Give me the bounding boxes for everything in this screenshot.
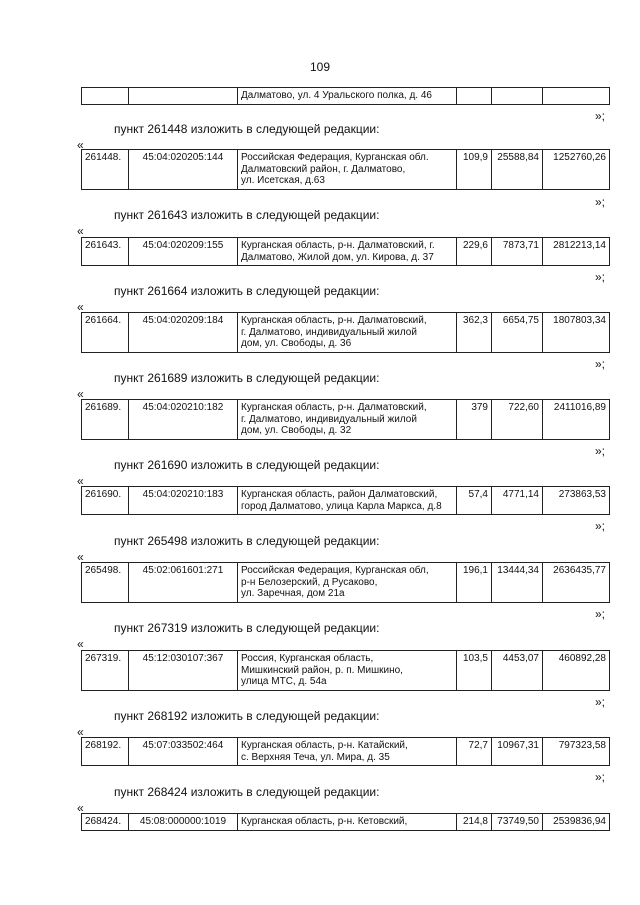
table-row (81, 813, 610, 831)
closing-quote: »; (595, 770, 606, 784)
cell-value: 7873,71 (492, 238, 543, 266)
table-row (81, 312, 610, 353)
cell-cadastral: 45:07:033502:464 (129, 738, 238, 766)
cell-cadastral: 45:04:020210:182 (129, 400, 238, 440)
cell-sum: 797323,58 (543, 738, 610, 766)
section-heading: пункт 261448 изложить в следующей редакции: (114, 122, 380, 136)
address-line: Курганская область, р-н. Далматовский, г. (241, 240, 435, 251)
cell-sum: 460892,28 (543, 651, 610, 691)
cell-area (457, 88, 492, 105)
cell-sum (543, 88, 610, 105)
cell-number: 261689. (82, 400, 129, 440)
cell-sum: 1807803,34 (543, 313, 610, 353)
cell-value: 6654,75 (492, 313, 543, 353)
cell-sum: 1252760,26 (543, 150, 610, 190)
cell-value: 4453,07 (492, 651, 543, 691)
table-row (81, 562, 610, 603)
cell-address (238, 88, 457, 105)
closing-quote: »; (595, 109, 606, 123)
cell-cadastral: 45:04:020209:155 (129, 238, 238, 266)
cell-value (492, 88, 543, 105)
address-line: Курганская область, р-н. Далматовский, (241, 315, 427, 326)
section-heading: пункт 261690 изложить в следующей редакции: (114, 458, 380, 472)
cell-cadastral: 45:12:030107:367 (129, 651, 238, 691)
cell-number: 261448. (82, 150, 129, 190)
opening-quote: « (77, 474, 84, 488)
cell-value: 4771,14 (492, 487, 543, 515)
cell-area: 196,1 (457, 563, 492, 603)
cell-number: 267319. (82, 651, 129, 691)
cell-area: 229,6 (457, 238, 492, 266)
cell-cadastral (129, 88, 238, 105)
cell-area: 72,7 (457, 738, 492, 766)
closing-quote: »; (595, 270, 606, 284)
opening-quote: « (77, 801, 84, 815)
cell-area: 109,9 (457, 150, 492, 190)
cell-area: 379 (457, 400, 492, 440)
address-line: Далматово, ул. 4 Уральского полка, д. 46 (241, 90, 432, 101)
section-heading: пункт 261689 изложить в следующей редакции: (114, 371, 380, 385)
table-row (81, 650, 610, 691)
cell-sum: 2411016,89 (543, 400, 610, 440)
cell-number: 261690. (82, 487, 129, 515)
cell-area: 362,3 (457, 313, 492, 353)
table-row (81, 737, 610, 766)
cell-number (82, 88, 129, 105)
cell-number: 265498. (82, 563, 129, 603)
address-line: Курганская область, р-н. Кетовский, (241, 816, 408, 827)
section-heading: пункт 267319 изложить в следующей редакции: (114, 621, 380, 635)
cell-address (238, 400, 457, 440)
address-line: Далматовский район, г. Далматово, (241, 163, 406, 175)
cell-address (238, 487, 457, 515)
section-heading: пункт 261664 изложить в следующей редакции: (114, 284, 380, 298)
address-line: Российская Федерация, Курганская обл. (241, 152, 429, 163)
cell-value: 73749,50 (492, 814, 543, 831)
cell-address (238, 238, 457, 266)
cell-value: 10967,31 (492, 738, 543, 766)
cell-sum: 2539836,94 (543, 814, 610, 831)
address-line: Россия, Курганская область, (241, 653, 374, 664)
closing-quote: »; (595, 607, 606, 621)
section-heading: пункт 268192 изложить в следующей редакции: (114, 709, 380, 723)
cell-sum: 2636435,77 (543, 563, 610, 603)
cell-area: 57,4 (457, 487, 492, 515)
closing-quote: »; (595, 695, 606, 709)
table-row (81, 237, 610, 266)
cell-cadastral: 45:04:020205:144 (129, 150, 238, 190)
address-line: Курганская область, р-н. Катайский, (241, 740, 408, 751)
cell-sum: 2812213,14 (543, 238, 610, 266)
opening-quote: « (77, 637, 84, 651)
cell-address (238, 738, 457, 766)
cell-cadastral: 45:04:020209:184 (129, 313, 238, 353)
address-line: г. Далматово, индивидуальный жилой (241, 413, 417, 425)
address-line: г. Далматово, индивидуальный жилой (241, 326, 417, 338)
closing-quote: »; (595, 519, 606, 533)
cell-number: 268424. (82, 814, 129, 831)
address-line: дом, ул. Свободы, д. 36 (241, 338, 352, 349)
cell-address (238, 651, 457, 691)
table-row-fragment (81, 87, 610, 105)
closing-quote: »; (595, 195, 606, 209)
cell-value: 13444,34 (492, 563, 543, 603)
section-heading: пункт 265498 изложить в следующей редакции: (114, 534, 380, 548)
address-line: ул. Заречная, дом 21а (241, 588, 345, 599)
address-line: Далматово, Жилой дом, ул. Кирова, д. 37 (241, 251, 434, 263)
opening-quote: « (77, 138, 84, 152)
cell-area: 103,5 (457, 651, 492, 691)
table-row (81, 149, 610, 190)
section-heading: пункт 261643 изложить в следующей редакции: (114, 208, 380, 222)
cell-address (238, 814, 457, 831)
address-line: дом, ул. Свободы, д. 32 (241, 425, 352, 436)
cell-address (238, 150, 457, 190)
opening-quote: « (77, 300, 84, 314)
closing-quote: »; (595, 357, 606, 371)
page-number: 109 (309, 60, 331, 74)
cell-value: 25588,84 (492, 150, 543, 190)
cell-cadastral: 45:08:000000:1019 (129, 814, 238, 831)
cell-cadastral: 45:04:020210:183 (129, 487, 238, 515)
cell-address (238, 563, 457, 603)
address-line: Мишкинский район, р. п. Мишкино, (241, 664, 403, 676)
section-heading: пункт 268424 изложить в следующей редакции: (114, 785, 380, 799)
address-line: с. Верхняя Теча, ул. Мира, д. 35 (241, 751, 390, 763)
opening-quote: « (77, 224, 84, 238)
table-row (81, 486, 610, 515)
opening-quote: « (77, 725, 84, 739)
table-row (81, 399, 610, 440)
cell-address (238, 313, 457, 353)
cell-sum: 273863,53 (543, 487, 610, 515)
address-line: улица МТС, д. 54а (241, 676, 327, 687)
cell-value: 722,60 (492, 400, 543, 440)
opening-quote: « (77, 387, 84, 401)
address-line: р-н Белозерский, д Русаково, (241, 576, 378, 588)
cell-number: 261643. (82, 238, 129, 266)
cell-cadastral: 45:02:061601:271 (129, 563, 238, 603)
cell-number: 261664. (82, 313, 129, 353)
address-line: ул. Исетская, д.63 (241, 175, 325, 186)
address-line: Курганская область, р-н. Далматовский, (241, 402, 427, 413)
opening-quote: « (77, 550, 84, 564)
closing-quote: »; (595, 444, 606, 458)
cell-number: 268192. (82, 738, 129, 766)
address-line: Российская Федерация, Курганская обл, (241, 565, 429, 576)
address-line: Курганская область, район Далматовский, (241, 489, 438, 500)
address-line: город Далматово, улица Карла Маркса, д.8 (241, 500, 442, 512)
cell-area: 214,8 (457, 814, 492, 831)
